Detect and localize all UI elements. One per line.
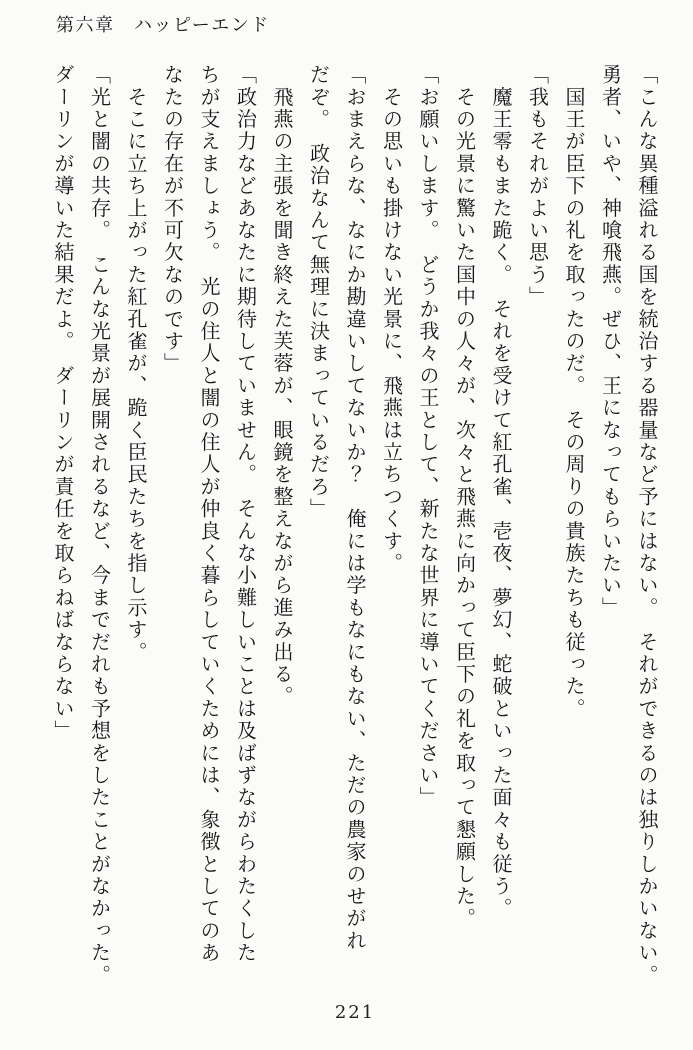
chapter-header: 第六章 ハッピーエンド (56, 15, 270, 36)
text-line: ちが支えましょう。 光の住人と闇の住人が仲良く暮らしていくためには、象徴としてのあ (197, 64, 221, 965)
text-line: だぞ。 政治なんて無理に決まっているだろ」 (306, 64, 331, 521)
text-line: 飛燕の主張を聞き終えた芙蓉が、眼鏡を整えながら進み出る。 (270, 64, 294, 708)
page-number: 221 (334, 1002, 376, 1023)
text-line: 「政治力などあなたに期待していません。 そんな小難しいことは及ばずながらわたくした (233, 64, 258, 965)
text-line: 国王が臣下の礼を取ったのだ。 その周りの貴族たちも従った。 (562, 64, 586, 720)
text-line: ダーリンが導いた結果だよ。 ダーリンが責任を取らねばならない」 (51, 64, 75, 743)
text-line: その思いも掛けない光景に、飛燕は立ちつくす。 (379, 64, 404, 575)
text-line: 魔王零もまた跪く。 それを受けて紅孔雀、壱夜、夢幻、蛇破といった面々も従う。 (489, 64, 513, 920)
text-line: なたの存在が不可欠なのです」 (160, 64, 185, 375)
text-line: 「お願いします。 どうか我々の王として、新たな世界に導いてください」 (416, 64, 440, 809)
text-line: 「こんな異種溢れる国を統治する器量など予にはない。 それができるのは独りしかいない。 (635, 64, 659, 987)
body-text (43, 64, 665, 1014)
text-line: そこに立ち上がった紅孔雀が、跪く臣民たちを指し示す。 (124, 64, 148, 664)
text-line: 「光と闇の共存。 こんな光景が展開されるなど、今までだれも予想をしたことがなかった。 (87, 64, 112, 987)
text-line: 勇者、いや、神喰飛燕。ぜひ、王になってもらいたい」 (598, 64, 623, 619)
text-line: 「おまえらな、なにか勘違いしてないか？ 俺には学もなにもない、ただの農家のせがれ (343, 64, 367, 952)
text-line: 「我もそれがよい思う」 (525, 64, 550, 309)
text-line: その光景に驚いた国中の人々が、次々と飛燕に向かって臣下の礼を取って懇願した。 (452, 64, 477, 930)
